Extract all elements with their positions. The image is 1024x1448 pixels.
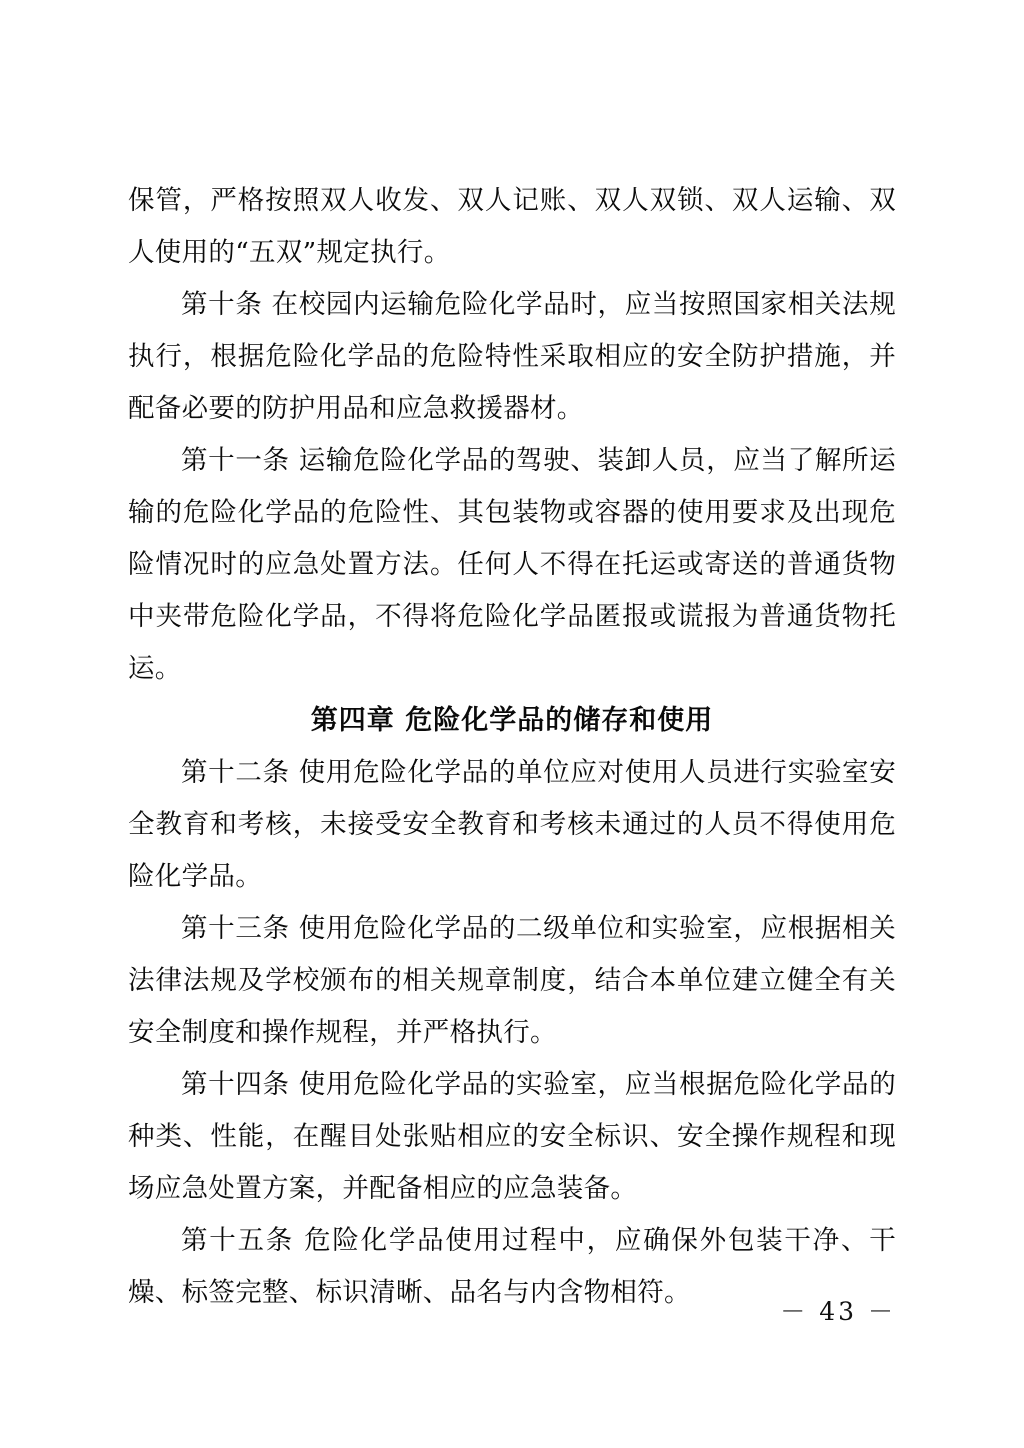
paragraph: 第十二条 使用危险化学品的单位应对使用人员进行实验室安全教育和考核，未接受安全教育和考核未通过的人员不得使用危险化学品。 (128, 757, 896, 892)
paragraph: 第十一条 运输危险化学品的驾驶、装卸人员，应当了解所运输的危险化学品的危险性、其包装物或容器的使用要求及出现危险情况时的应急处置方法。任何人不得在托运或寄送的普通货物中夹带危险化学品，不得将危险化学品匿报或谎报为普通货物托运。 (128, 445, 896, 684)
paragraph: 第十三条 使用危险化学品的二级单位和实验室，应根据相关法律法规及学校颁布的相关规章制度，结合本单位建立健全有关安全制度和操作规程，并严格执行。 (128, 913, 896, 1048)
paragraph: 第十四条 使用危险化学品的实验室，应当根据危险化学品的种类、性能，在醒目处张贴相应的安全标识、安全操作规程和现场应急处置方案，并配备相应的应急装备。 (128, 1069, 896, 1204)
page-number: － 43 － (780, 1297, 896, 1326)
chapter-heading: 第四章 危险化学品的储存和使用 (310, 705, 714, 736)
document-body (128, 175, 896, 1319)
paragraph: 第十条 在校园内运输危险化学品时，应当按照国家相关法规执行，根据危险化学品的危险特性采取相应的安全防护措施，并配备必要的防护用品和应急救援器材。 (128, 289, 896, 424)
paragraph: 第十五条 危险化学品使用过程中，应确保外包装干净、干燥、标签完整、标识清晰、品名与内含物相符。 (128, 1225, 896, 1308)
paragraph: 保管，严格按照双人收发、双人记账、双人双锁、双人运输、双人使用的“五双”规定执行。 (128, 185, 896, 268)
